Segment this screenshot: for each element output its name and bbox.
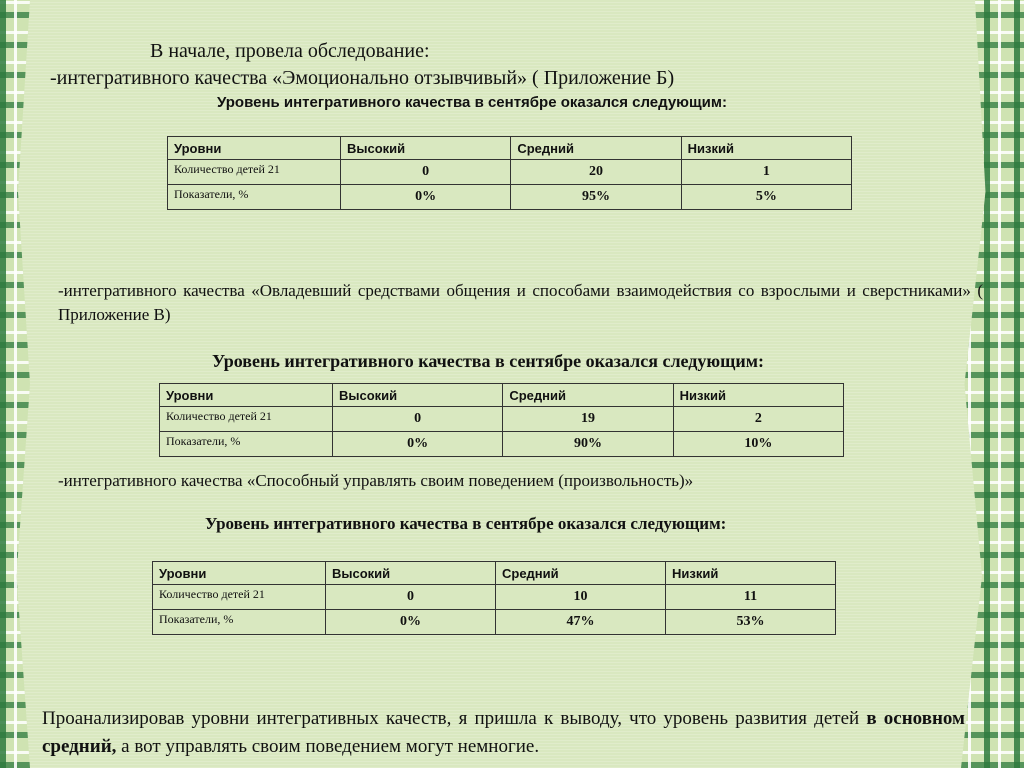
percent-medium: 47% <box>496 610 666 635</box>
row-label-count: Количество детей 21 <box>168 160 341 185</box>
section-3-quality-text: -интегративного качества «Способный управлять своим поведением (произвольность)» <box>58 471 694 490</box>
percent-low: 5% <box>681 185 851 210</box>
table-2-heading: Уровень интегративного качества в сентябре оказался следующим: <box>212 351 764 371</box>
conclusion-text-bold: в основном средний, <box>42 708 965 757</box>
intro-line-2: -интегративного качества «Эмоционально отзывчивый» ( Приложение Б) <box>50 67 675 89</box>
conclusion-paragraph <box>42 705 965 761</box>
section-2-quality-text: -интегративного качества «Овладевший средствами общения и способами взаимодействия со взрослыми и сверстниками» ( Приложение В) <box>58 281 983 324</box>
percent-low: 10% <box>673 432 843 457</box>
table-row-percent <box>168 185 852 210</box>
table-row-count <box>160 407 844 432</box>
percent-medium: 90% <box>503 432 673 457</box>
intro-line-1: В начале, провела обследование: <box>150 40 430 62</box>
header-high: Высокий <box>333 384 503 407</box>
table-row-percent <box>153 610 836 635</box>
count-high: 0 <box>333 407 503 432</box>
percent-high: 0% <box>333 432 503 457</box>
row-label-percent: Показатели, % <box>160 432 333 457</box>
table-header-row <box>168 137 852 160</box>
table-1-heading: Уровень интегративного качества в сентябре оказался следующим: <box>217 94 727 111</box>
header-low: Низкий <box>681 137 851 160</box>
count-low: 2 <box>673 407 843 432</box>
row-label-percent: Показатели, % <box>168 185 341 210</box>
header-levels: Уровни <box>153 562 326 585</box>
percent-high: 0% <box>326 610 496 635</box>
row-label-count: Количество детей 21 <box>160 407 333 432</box>
table-row-count <box>168 160 852 185</box>
table-header-row <box>153 562 836 585</box>
header-levels: Уровни <box>168 137 341 160</box>
table-row-percent <box>160 432 844 457</box>
count-high: 0 <box>326 585 496 610</box>
percent-low: 53% <box>666 610 836 635</box>
count-high: 0 <box>341 160 511 185</box>
table-row-count <box>153 585 836 610</box>
count-medium: 10 <box>496 585 666 610</box>
row-label-percent: Показатели, % <box>153 610 326 635</box>
header-low: Низкий <box>666 562 836 585</box>
count-medium: 20 <box>511 160 681 185</box>
table-header-row <box>160 384 844 407</box>
header-medium: Средний <box>503 384 673 407</box>
header-medium: Средний <box>511 137 681 160</box>
header-medium: Средний <box>496 562 666 585</box>
percent-medium: 95% <box>511 185 681 210</box>
decorative-plaid-border-left <box>0 0 30 768</box>
row-label-count: Количество детей 21 <box>153 585 326 610</box>
count-low: 1 <box>681 160 851 185</box>
count-low: 11 <box>666 585 836 610</box>
conclusion-text-end: а вот управлять своим поведением могут немногие. <box>116 736 540 757</box>
conclusion-text-start: Проанализировав уровни интегративных качеств, я пришла к выводу, что уровень развития детей <box>42 708 867 729</box>
header-low: Низкий <box>673 384 843 407</box>
levels-table-2 <box>159 383 844 457</box>
header-levels: Уровни <box>160 384 333 407</box>
decorative-plaid-border-right <box>954 0 1024 768</box>
percent-high: 0% <box>341 185 511 210</box>
count-medium: 19 <box>503 407 673 432</box>
levels-table-1 <box>167 136 852 210</box>
levels-table-3 <box>152 561 836 635</box>
header-high: Высокий <box>326 562 496 585</box>
table-3-heading: Уровень интегративного качества в сентябре оказался следующим: <box>205 514 727 533</box>
header-high: Высокий <box>341 137 511 160</box>
